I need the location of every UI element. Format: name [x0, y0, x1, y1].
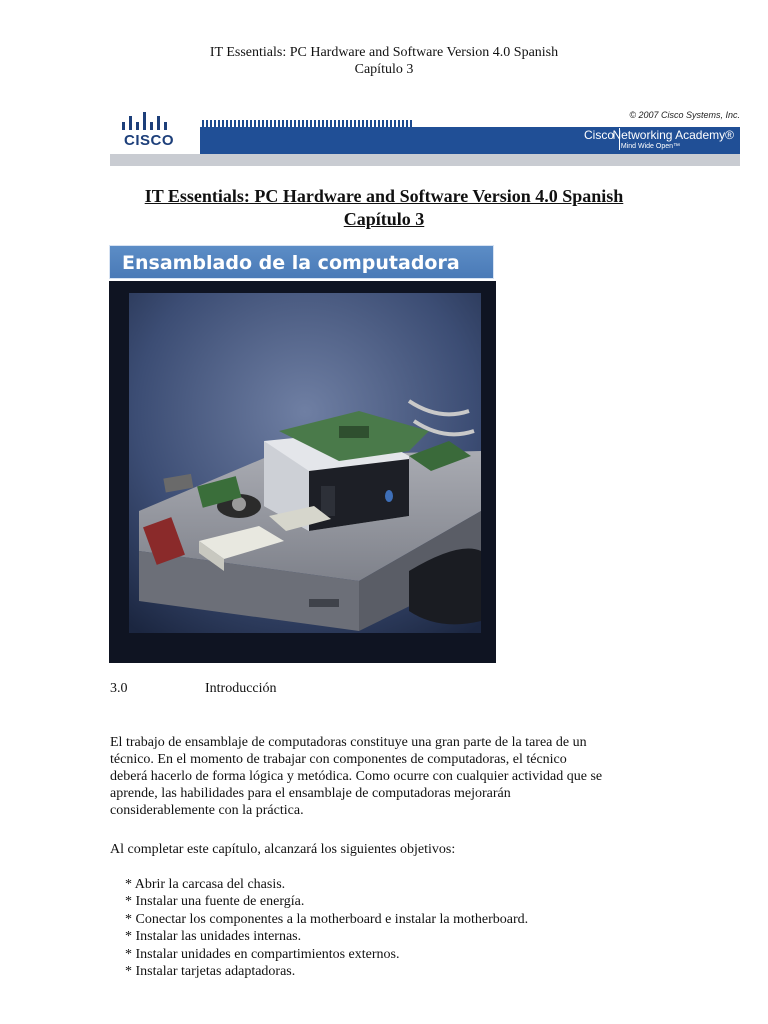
banner-grey-bar	[110, 154, 740, 166]
running-header-title: IT Essentials: PC Hardware and Software Version 4.0 Spanish	[209, 45, 559, 60]
objectives-list	[125, 876, 528, 980]
intro-paragraph	[110, 734, 670, 819]
decorative-stripe	[202, 120, 414, 127]
academy-title: Networking Academy®	[612, 128, 734, 142]
academy-cisco-text: Cisco	[583, 128, 614, 142]
document-title: IT Essentials: PC Hardware and Software Version 4.0 Spanish	[144, 186, 624, 206]
computer-assembly-image	[109, 281, 496, 663]
cisco-logo-text: CISCO	[124, 132, 175, 149]
objective-item: * Instalar una fuente de energía.	[125, 894, 305, 910]
intro-line: técnico. En el momento de trabajar con componentes de computadoras, el técnico	[110, 752, 567, 767]
section-number: 3.0	[110, 681, 128, 696]
hero-title: Ensamblado de la computadora	[109, 245, 494, 279]
objective-item: * Instalar tarjetas adaptadoras.	[125, 964, 296, 980]
intro-line: aprende, las habilidades para el ensamblaje de computadoras mejorarán	[110, 786, 511, 801]
section-title: Introducción	[205, 681, 277, 696]
objective-item: * Instalar las unidades internas.	[125, 929, 302, 945]
academy-tagline: Mind Wide Open™	[620, 143, 680, 150]
running-header-chapter: Capítulo 3	[354, 62, 414, 77]
intro-line: deberá hacerlo de forma lógica y metódica. Como ocurre con cualquier actividad que se	[110, 769, 603, 784]
hero-figure	[109, 245, 496, 663]
objective-item: * Abrir la carcasa del chasis.	[125, 877, 286, 892]
cisco-banner	[110, 100, 740, 166]
objective-item: * Instalar unidades en compartimientos externos.	[125, 946, 400, 962]
intro-line: El trabajo de ensamblaje de computadoras constituye una gran parte de la tarea de un	[110, 735, 587, 750]
objective-item: * Conectar los componentes a la motherboard e instalar la motherboard.	[125, 911, 529, 927]
objectives-intro: Al completar este capítulo, alcanzará los siguientes objetivos:	[110, 842, 456, 857]
copyright-notice: © 2007 Cisco Systems, Inc.	[629, 110, 740, 120]
intro-line: considerablemente con la práctica.	[110, 803, 304, 818]
document-chapter: Capítulo 3	[343, 209, 425, 229]
